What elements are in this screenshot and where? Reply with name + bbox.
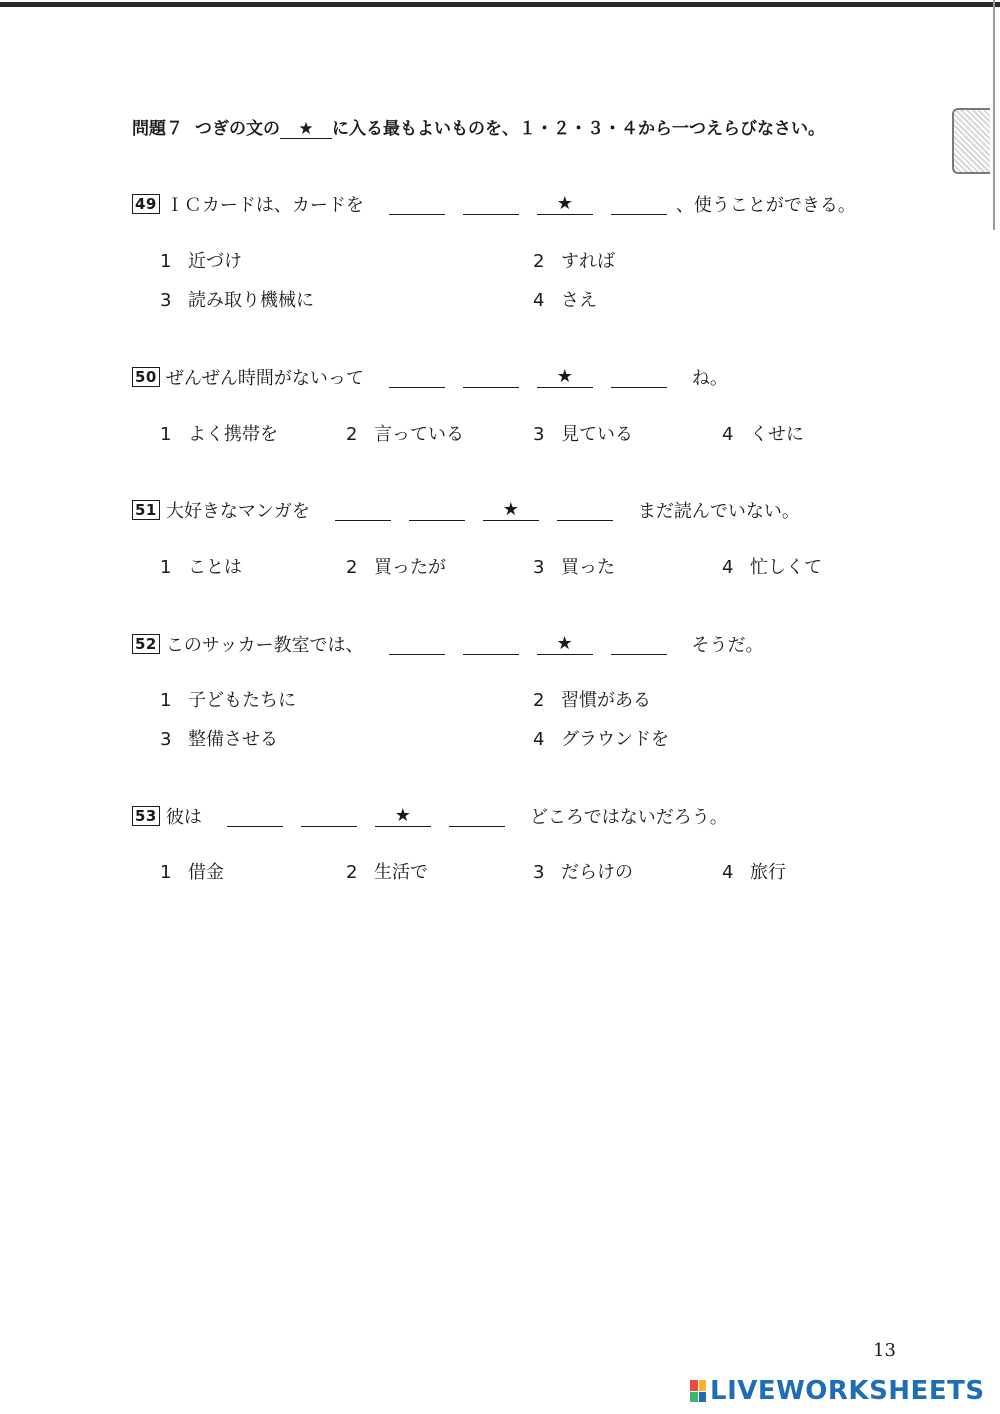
question-text-before: 大好きなマンガを [165,501,310,522]
answer-blank[interactable] [389,194,445,215]
answer-blank[interactable] [409,500,465,521]
question-text-after: まだ読んでいない。 [637,501,800,522]
star-answer-blank[interactable]: ★ [537,367,593,388]
question-53 [132,803,728,829]
answer-blank[interactable] [611,634,667,655]
question-text-after: ね。 [691,368,728,389]
liveworksheets-logo-icon [690,1380,706,1402]
question-52 [132,631,764,657]
question-number: 51 [132,500,160,520]
question-text-after: そうだ。 [691,635,764,656]
star-answer-blank[interactable]: ★ [537,634,593,655]
question-text-before: このサッカー教室では、 [165,635,364,656]
option-item[interactable]: 3 読み取り機械に [160,290,314,311]
answer-blank[interactable] [335,500,391,521]
question-text-after: どころではないだろう。 [529,807,728,828]
option-item[interactable]: 2 生活で [346,862,428,883]
liveworksheets-logo-text: LIVEWORKSHEETS [710,1376,985,1406]
answer-blank[interactable] [389,367,445,388]
option-item[interactable]: 4 忙しくて [722,557,822,578]
answer-blank[interactable] [611,367,667,388]
answer-blank[interactable] [301,806,357,827]
option-item[interactable]: 3 だらけの [533,862,633,883]
question-49 [132,191,856,217]
star-answer-blank[interactable]: ★ [537,194,593,215]
option-item[interactable]: 2 習慣がある [533,690,651,711]
option-item[interactable]: 4 旅行 [722,862,786,883]
option-item[interactable]: 1 ことは [160,557,242,578]
question-text-before: 彼は [165,807,202,828]
page-number: 13 [873,1340,896,1361]
option-item[interactable]: 3 見ている [533,424,633,445]
corner-stamp-mark [952,108,990,174]
answer-blank[interactable] [463,194,519,215]
answer-blank[interactable] [557,500,613,521]
star-answer-blank[interactable]: ★ [375,806,431,827]
question-text-before: ＩＣカードは、カードを [165,195,364,216]
instruction-star: ★ [280,120,332,139]
option-item[interactable]: 2 言っている [346,424,464,445]
answer-blank[interactable] [463,367,519,388]
answer-blank[interactable] [227,806,283,827]
question-text-after: 、使うことができる。 [675,195,856,216]
problem-label: 問題７ [132,119,183,139]
instruction-before: つぎの文の [195,119,280,139]
liveworksheets-logo[interactable] [690,1376,985,1406]
question-text-before: ぜんぜん時間がないって [165,368,364,389]
instruction-after: に入る最もよいものを、１・２・３・４から一つえらびなさい。 [332,119,825,139]
option-item[interactable]: 1 よく携帯を [160,424,278,445]
option-item[interactable]: 2 すれば [533,251,615,272]
top-border-line [0,2,1000,7]
option-item[interactable]: 1 子どもたちに [160,690,296,711]
option-item[interactable]: 3 買った [533,557,615,578]
option-item[interactable]: 2 買ったが [346,557,446,578]
answer-blank[interactable] [449,806,505,827]
option-item[interactable]: 4 さえ [533,290,597,311]
answer-blank[interactable] [463,634,519,655]
star-answer-blank[interactable]: ★ [483,500,539,521]
right-edge-line [993,0,995,230]
question-number: 50 [132,367,160,387]
option-item[interactable]: 4 グラウンドを [533,729,669,750]
option-item[interactable]: 3 整備させる [160,729,278,750]
option-item[interactable]: 1 借金 [160,862,224,883]
question-number: 52 [132,634,160,654]
question-50 [132,364,728,390]
question-number: 49 [132,194,160,214]
answer-blank[interactable] [611,194,667,215]
question-51 [132,497,800,523]
answer-blank[interactable] [389,634,445,655]
option-item[interactable]: 4 くせに [722,424,804,445]
option-item[interactable]: 1 近づけ [160,251,242,272]
question-number: 53 [132,806,160,826]
instruction-text [132,114,825,139]
